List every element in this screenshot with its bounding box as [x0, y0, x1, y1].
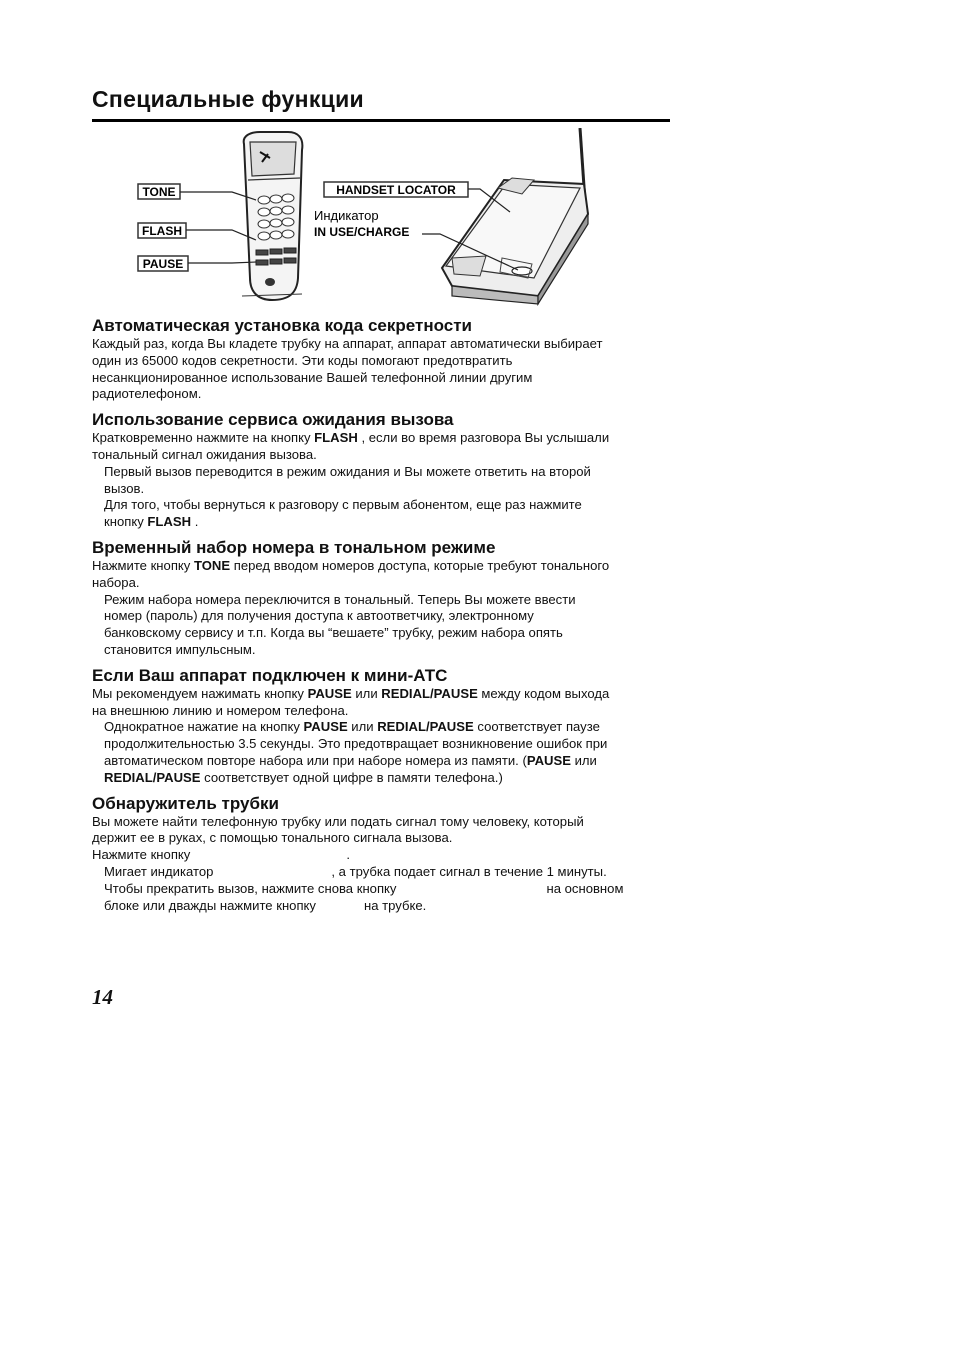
- section-call-waiting: [92, 410, 672, 531]
- paragraph-line: держит ее в руках, с помощью тонального сигнала вызова.: [92, 830, 453, 846]
- paragraph-line: продолжительностью 3.5 секунды. Это предотвращает возникновение ошибок при: [104, 736, 608, 752]
- section-heading: Автоматическая установка кода секретности: [92, 316, 472, 335]
- paragraph-line: несанкционированное использование Вашей телефонной линии другим: [92, 369, 533, 385]
- paragraph-line: на внешнюю линию и номером телефона.: [92, 702, 349, 718]
- section-handset-locator: [92, 794, 672, 915]
- handset-drawing: [242, 132, 302, 300]
- section-heading: Использование сервиса ожидания вызова: [92, 410, 454, 430]
- page-title: Специальные функции: [92, 86, 364, 112]
- section-heading: Обнаружитель трубки: [92, 793, 279, 813]
- section-heading: Временный набор номера в тональном режиме: [92, 537, 496, 557]
- paragraph-line: Нажмите кнопку .: [92, 847, 350, 863]
- page-number: 14: [92, 985, 113, 1009]
- paragraph-line: становится импульсным.: [104, 641, 256, 657]
- label-indicator: Индикатор: [314, 208, 379, 223]
- label-in-use-charge: IN USE/CHARGE: [314, 225, 410, 239]
- section-privacy-code: [92, 316, 672, 403]
- label-flash: FLASH: [142, 224, 182, 238]
- paragraph-line: автоматическом повторе набора или при наборе номера из памяти. (PAUSE или: [104, 752, 597, 768]
- paragraph-line: вызов.: [104, 480, 145, 496]
- label-handset-locator: HANDSET LOCATOR: [336, 183, 456, 197]
- paragraph-line: кнопку FLASH .: [104, 514, 199, 530]
- paragraph-line: Чтобы прекратить вызов, нажмите снова кнопку на основном: [104, 880, 624, 896]
- title-underline: [92, 119, 670, 122]
- paragraph-line: номер (пароль) для получения доступа к автоответчику, электронному: [104, 608, 534, 624]
- paragraph-line: Режим набора номера переключится в тональный. Теперь Вы можете ввести: [104, 591, 576, 607]
- section-tone-dialing: [92, 538, 672, 659]
- paragraph-line: Кратковременно нажмите на кнопку FLASH , если во время разговора Вы услышали: [92, 430, 610, 446]
- base-unit-drawing: [442, 128, 588, 304]
- flash-key-ref: FLASH: [314, 430, 358, 446]
- label-pause: PAUSE: [142, 257, 184, 271]
- paragraph-line: тональный сигнал ожидания вызова.: [92, 446, 317, 462]
- paragraph-line: Первый вызов переводится в режим ожидания и Вы можете ответить на второй: [104, 463, 591, 479]
- flash-key-ref: FLASH: [147, 514, 192, 530]
- main-content: [92, 316, 672, 921]
- paragraph-line: банковскому сервису и т.п. Когда вы “вешаете” трубку, режим набора опять: [104, 625, 563, 641]
- section-pbx: [92, 666, 672, 787]
- paragraph-line: Мы рекомендуем нажимать кнопку PAUSE или REDIAL/PAUSE между кодом выхода: [92, 685, 610, 701]
- tone-key-ref: TONE: [193, 557, 231, 573]
- paragraph-line: Однократное нажатие на кнопку PAUSE или REDIAL/PAUSE соответствует паузе: [104, 719, 600, 735]
- paragraph-line: REDIAL/PAUSE соответствует одной цифре в памяти телефона.): [104, 769, 503, 785]
- paragraph-line: Нажмите кнопку TONE перед вводом номеров доступа, которые требуют тонального: [92, 557, 610, 573]
- paragraph-line: радиотелефоном.: [92, 386, 202, 402]
- section-heading: Если Ваш аппарат подключен к мини-АТС: [92, 665, 448, 685]
- paragraph-line: блоке или дважды нажмите кнопку на трубке.: [104, 897, 427, 913]
- label-tone: TONE: [142, 185, 176, 199]
- phone-illustration: [92, 128, 670, 308]
- paragraph-line: один из 65000 кодов секретности. Эти коды помогают предотвратить: [92, 352, 513, 368]
- paragraph-line: набора.: [92, 574, 140, 590]
- paragraph-line: Мигает индикатор , а трубка подает сигнал в течение 1 минуты.: [104, 863, 607, 879]
- paragraph-line: Каждый раз, когда Вы кладете трубку на аппарат, аппарат автоматически выбирает: [92, 336, 603, 351]
- paragraph-line: Вы можете найти телефонную трубку или подать сигнал тому человеку, который: [92, 813, 584, 829]
- paragraph-line: Для того, чтобы вернуться к разговору с первым абонентом, еще раз нажмите: [104, 497, 582, 513]
